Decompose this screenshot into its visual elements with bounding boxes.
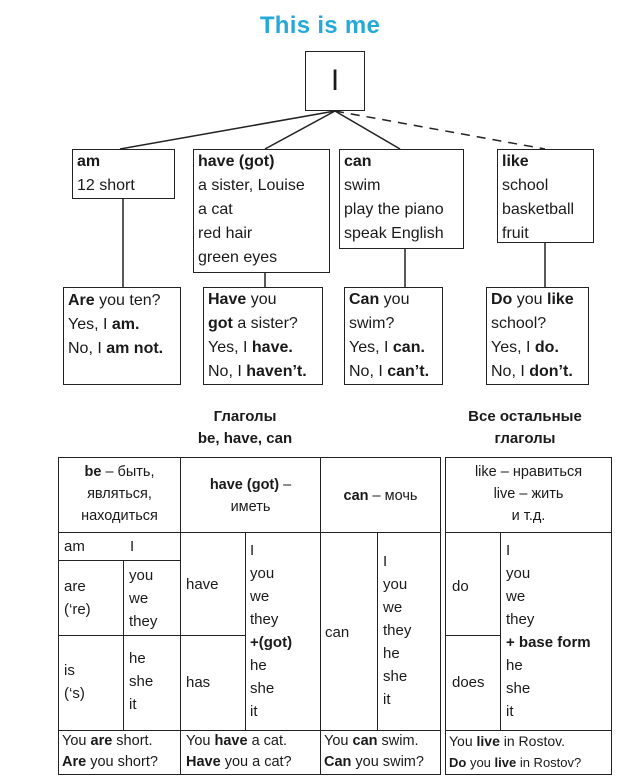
example-bold: live bbox=[494, 755, 517, 770]
box-have-line: a sister, Louise bbox=[198, 177, 305, 194]
section-heading-left bbox=[160, 406, 330, 450]
text-am: am bbox=[64, 538, 85, 555]
q-like-bold: like bbox=[547, 291, 574, 308]
q-can-text: swim? bbox=[349, 315, 395, 332]
connector-am bbox=[120, 111, 335, 149]
example-text: in Rostov. bbox=[499, 733, 565, 749]
pronoun: they bbox=[129, 613, 158, 630]
pronoun: it bbox=[129, 696, 137, 713]
text-can: can bbox=[325, 624, 350, 641]
example-text: You bbox=[449, 733, 477, 749]
question-box-can bbox=[344, 287, 443, 385]
box-have bbox=[193, 149, 330, 273]
example-can bbox=[324, 731, 424, 773]
box-am-line: 12 short bbox=[77, 177, 135, 194]
header-can-text bbox=[320, 485, 441, 507]
header-can-translation: – мочь bbox=[368, 488, 418, 504]
text-are bbox=[64, 575, 91, 621]
header-other-text bbox=[445, 461, 612, 527]
example-bold: live bbox=[476, 733, 500, 749]
pronoun: we bbox=[383, 599, 403, 616]
pronoun: he bbox=[506, 657, 523, 674]
pronoun: she bbox=[383, 668, 408, 685]
q-like-text: you bbox=[512, 291, 548, 308]
diagram-title: This is me bbox=[259, 12, 381, 39]
box-like-line: school bbox=[502, 177, 549, 194]
q-have-bold: got bbox=[208, 315, 233, 332]
pronoun: I bbox=[383, 553, 388, 570]
header-be-text bbox=[58, 461, 181, 527]
header-other-line: like – нравиться bbox=[474, 464, 583, 480]
pronoun: they bbox=[250, 611, 279, 628]
pronoun: she bbox=[506, 680, 531, 697]
q-can-text: No, I bbox=[349, 363, 388, 380]
text-base-form: + base form bbox=[506, 634, 591, 651]
box-like-line: basketball bbox=[502, 201, 575, 218]
q-have-text: No, I bbox=[208, 363, 247, 380]
section-heading-right bbox=[440, 406, 610, 450]
pronoun: it bbox=[383, 691, 391, 708]
example-bold: Can bbox=[324, 754, 352, 770]
section-heading-line: Глаголы bbox=[213, 408, 277, 425]
example-bold: are bbox=[90, 733, 113, 749]
header-be-translation: являться, bbox=[87, 486, 152, 502]
text-other-pronouns bbox=[506, 539, 591, 723]
q-like-bold: Do bbox=[491, 291, 513, 308]
text-are-word: are bbox=[64, 578, 86, 595]
box-am-head: am bbox=[77, 153, 101, 170]
text-is-word: is bbox=[64, 662, 75, 679]
text-are-short: (‘re) bbox=[64, 601, 91, 618]
header-be-translation: – быть, bbox=[101, 464, 155, 480]
q-am-bold: am. bbox=[111, 316, 140, 333]
text-is bbox=[64, 659, 85, 705]
pronoun: you bbox=[506, 565, 531, 582]
q-have-text: a sister? bbox=[232, 315, 298, 332]
q-can-text: you bbox=[379, 291, 410, 308]
example-text: swim. bbox=[377, 733, 419, 749]
q-can-bold: can. bbox=[392, 339, 425, 356]
box-am bbox=[72, 149, 175, 199]
box-have-head: have (got) bbox=[198, 153, 275, 170]
example-text: short. bbox=[112, 733, 153, 749]
box-can-head: can bbox=[344, 153, 372, 170]
q-have-text: you bbox=[246, 291, 277, 308]
example-be bbox=[62, 731, 158, 773]
example-text: you a cat? bbox=[220, 754, 292, 770]
section-heading-line: Все остальные bbox=[468, 408, 582, 425]
question-box-like bbox=[486, 287, 589, 385]
question-box-am bbox=[63, 287, 181, 385]
example-other bbox=[449, 731, 581, 773]
text-he-she-it bbox=[129, 647, 153, 716]
q-am-text: Yes, I bbox=[68, 316, 112, 333]
section-heading-line: be, have, can bbox=[197, 430, 293, 447]
text-is-short: (‘s) bbox=[64, 685, 85, 702]
box-can-line: play the piano bbox=[344, 201, 444, 218]
pronoun: it bbox=[506, 703, 514, 720]
box-have-line: green eyes bbox=[198, 249, 278, 266]
box-like bbox=[497, 149, 594, 243]
q-can-bold: Can bbox=[349, 291, 380, 308]
q-like-bold: do. bbox=[534, 339, 559, 356]
pronoun: you bbox=[383, 576, 408, 593]
pronoun: she bbox=[129, 673, 154, 690]
q-like-text: Yes, I bbox=[491, 339, 535, 356]
text-does: does bbox=[452, 674, 485, 691]
example-text: a cat. bbox=[247, 733, 288, 749]
q-have-bold: Have bbox=[208, 291, 247, 308]
example-text: You bbox=[62, 733, 91, 749]
text-have: have bbox=[186, 576, 219, 593]
header-be-translation: находиться bbox=[81, 508, 158, 524]
header-have-text bbox=[180, 474, 321, 518]
header-other-line: live – жить bbox=[493, 486, 564, 502]
example-text: in Rostov? bbox=[516, 755, 582, 770]
header-can-word: can bbox=[343, 488, 369, 504]
example-text: You bbox=[186, 733, 215, 749]
pronoun: you bbox=[250, 565, 275, 582]
text-have-pronouns bbox=[250, 539, 292, 723]
pronoun: she bbox=[250, 680, 275, 697]
box-have-line: a cat bbox=[198, 201, 233, 218]
q-like-text: school? bbox=[491, 315, 547, 332]
header-have-word: have (got) bbox=[209, 477, 280, 493]
text-am-pronoun: I bbox=[130, 538, 135, 555]
box-can-line: swim bbox=[344, 177, 381, 194]
q-can-text: Yes, I bbox=[349, 339, 393, 356]
text-can-pronouns bbox=[383, 550, 411, 711]
box-can bbox=[339, 149, 464, 249]
pronoun: we bbox=[506, 588, 526, 605]
q-like-text: No, I bbox=[491, 363, 530, 380]
example-bold: have bbox=[214, 733, 248, 749]
pronoun: he bbox=[383, 645, 400, 662]
q-am-text: you ten? bbox=[94, 292, 161, 309]
q-can-bold: can’t. bbox=[387, 363, 430, 380]
box-have-line: red hair bbox=[198, 225, 253, 242]
box-can-line: speak English bbox=[344, 225, 444, 242]
example-have bbox=[186, 731, 292, 773]
header-have-translation: иметь bbox=[230, 499, 271, 515]
question-box-have bbox=[203, 287, 323, 385]
example-bold: Are bbox=[62, 754, 87, 770]
q-am-text: No, I bbox=[68, 340, 107, 357]
text-got: +(got) bbox=[250, 634, 293, 651]
example-text: you bbox=[466, 755, 495, 770]
section-heading-line: глаголы bbox=[494, 430, 556, 447]
example-text: You bbox=[324, 733, 353, 749]
header-be-word: be bbox=[84, 464, 102, 480]
header-have-dash: – bbox=[279, 477, 292, 493]
pronoun: we bbox=[250, 588, 270, 605]
box-like-line: fruit bbox=[502, 225, 529, 242]
box-like-head: like bbox=[502, 153, 529, 170]
pronoun: he bbox=[129, 650, 146, 667]
example-bold: Have bbox=[186, 754, 221, 770]
header-other-line: и т.д. bbox=[511, 508, 546, 524]
q-have-bold: have. bbox=[251, 339, 293, 356]
pronoun: they bbox=[383, 622, 412, 639]
text-do: do bbox=[452, 578, 469, 595]
example-bold: Do bbox=[449, 755, 467, 770]
q-like-bold: don’t. bbox=[529, 363, 573, 380]
pronoun: he bbox=[250, 657, 267, 674]
text-you-we-they bbox=[129, 564, 157, 633]
q-have-bold: haven’t. bbox=[246, 363, 307, 380]
example-bold: can bbox=[352, 733, 378, 749]
pronoun: I bbox=[250, 542, 255, 559]
example-text: you swim? bbox=[351, 754, 424, 770]
q-am-bold: am not. bbox=[106, 340, 164, 357]
pronoun: I bbox=[506, 542, 511, 559]
pronoun: they bbox=[506, 611, 535, 628]
pronoun: you bbox=[129, 567, 154, 584]
q-have-text: Yes, I bbox=[208, 339, 252, 356]
example-text: you short? bbox=[86, 754, 158, 770]
text-has: has bbox=[186, 674, 211, 691]
pronoun: it bbox=[250, 703, 258, 720]
pronoun: we bbox=[129, 590, 149, 607]
q-am-bold: Are bbox=[68, 292, 95, 309]
root-pronoun: I bbox=[330, 64, 340, 97]
